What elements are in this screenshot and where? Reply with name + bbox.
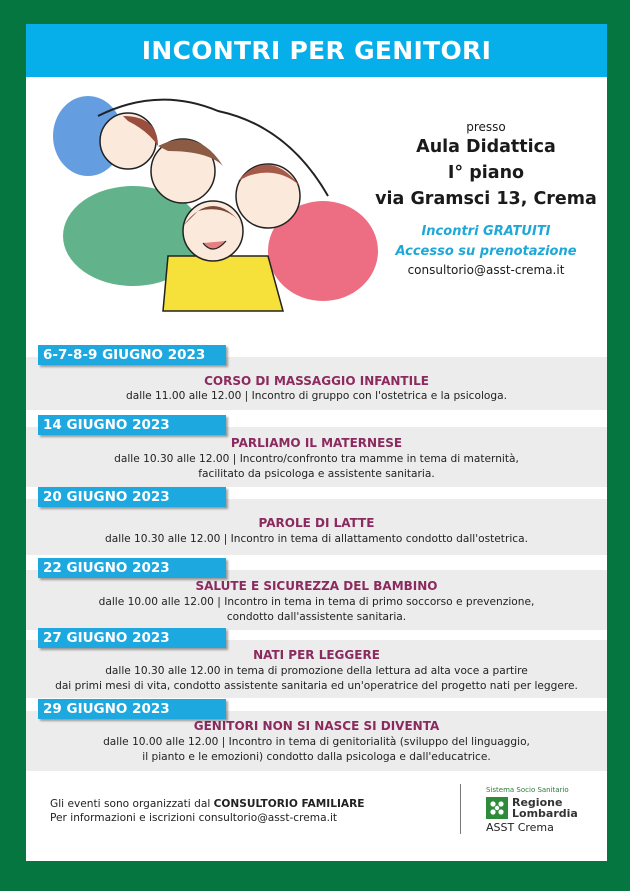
event-desc: facilitato da psicologa e assistente sanitaria.: [198, 468, 435, 480]
event-desc: dalle 10.00 alle 12.00 | Incontro in tema in tema di primo soccorso e prevenzione,: [98, 596, 535, 608]
booking-label: Accesso su prenotazione: [395, 244, 577, 259]
footer-organizer: [50, 797, 365, 811]
event-title: CORSO DI MASSAGGIO INFANTILE: [204, 374, 429, 388]
footer-info: [50, 797, 365, 825]
footer-organizer-prefix: Gli eventi sono organizzati dal: [50, 798, 214, 810]
venue-floor: I° piano: [447, 163, 525, 183]
page-title: INCONTRI PER GENITORI: [26, 24, 607, 77]
logo-system-label: Sistema Socio Sanitario: [486, 786, 569, 794]
event-date: 6-7-8-9 GIUGNO 2023: [38, 345, 226, 365]
free-notice: [366, 222, 606, 262]
footer-contact: Per informazioni e iscrizioni consultorio@asst-crema.it: [50, 812, 338, 824]
venue-presso: presso: [466, 120, 506, 134]
event-desc: il pianto e le emozioni) condotto dalla psicologa e dall'educatrice.: [142, 751, 491, 763]
event-desc: condotto dall'assistente sanitaria.: [226, 611, 407, 623]
event-desc: dalle 10.00 alle 12.00 | Incontro in tema di genitorialità (sviluppo del linguaggio,: [103, 736, 530, 748]
event-desc: dalle 11.00 alle 12.00 | Incontro di gruppo con l'ostetrica e la psicologa.: [126, 390, 507, 402]
venue-email[interactable]: consultorio@asst-crema.it: [407, 263, 565, 277]
footer-divider: [460, 784, 461, 834]
event-date: 22 GIUGNO 2023: [38, 558, 226, 578]
logo-region-name: [512, 797, 578, 819]
event-desc: dalle 10.30 alle 12.00 in tema di promozione della lettura ad alta voce a partire: [105, 665, 528, 677]
event-title: NATI PER LEGGERE: [253, 648, 380, 662]
venue-info: [366, 120, 606, 278]
event-date: 29 GIUGNO 2023: [38, 699, 226, 719]
event-date: 20 GIUGNO 2023: [38, 487, 226, 507]
event-desc: dalle 10.30 alle 12.00 | Incontro/confronto tra mamme in tema di maternità,: [114, 453, 519, 465]
free-label: Incontri GRATUITI: [421, 224, 551, 239]
event-desc: dalle 10.30 alle 12.00 | Incontro in tema di allattamento condotto dall'ostetrica.: [105, 533, 528, 545]
event-date: 14 GIUGNO 2023: [38, 415, 226, 435]
event-title: GENITORI NON SI NASCE SI DIVENTA: [193, 719, 440, 733]
footer-organizer-name: CONSULTORIO FAMILIARE: [213, 798, 365, 810]
logo-asst: ASST Crema: [486, 821, 554, 834]
event-desc: dai primi mesi di vita, condotto assistente sanitaria ed un'operatrice del progetto nati per leggere.: [55, 680, 578, 692]
venue-address: via Gramsci 13, Crema: [375, 189, 597, 209]
event-title: PAROLE DI LATTE: [258, 516, 375, 530]
event-date: 27 GIUGNO 2023: [38, 628, 226, 648]
family-illustration: [38, 86, 378, 326]
logo-row: [486, 797, 596, 819]
logo-region-line2: Lombardia: [512, 807, 578, 820]
regione-lombardia-logo: [486, 786, 596, 834]
flyer-panel: [26, 24, 607, 861]
lombardia-rose-icon: [486, 797, 508, 819]
logo-region-line1: Regione: [512, 796, 563, 809]
event-title: SALUTE E SICUREZZA DEL BAMBINO: [195, 579, 438, 593]
venue-room: Aula Didattica: [416, 137, 556, 157]
event-title: PARLIAMO IL MATERNESE: [230, 436, 403, 450]
